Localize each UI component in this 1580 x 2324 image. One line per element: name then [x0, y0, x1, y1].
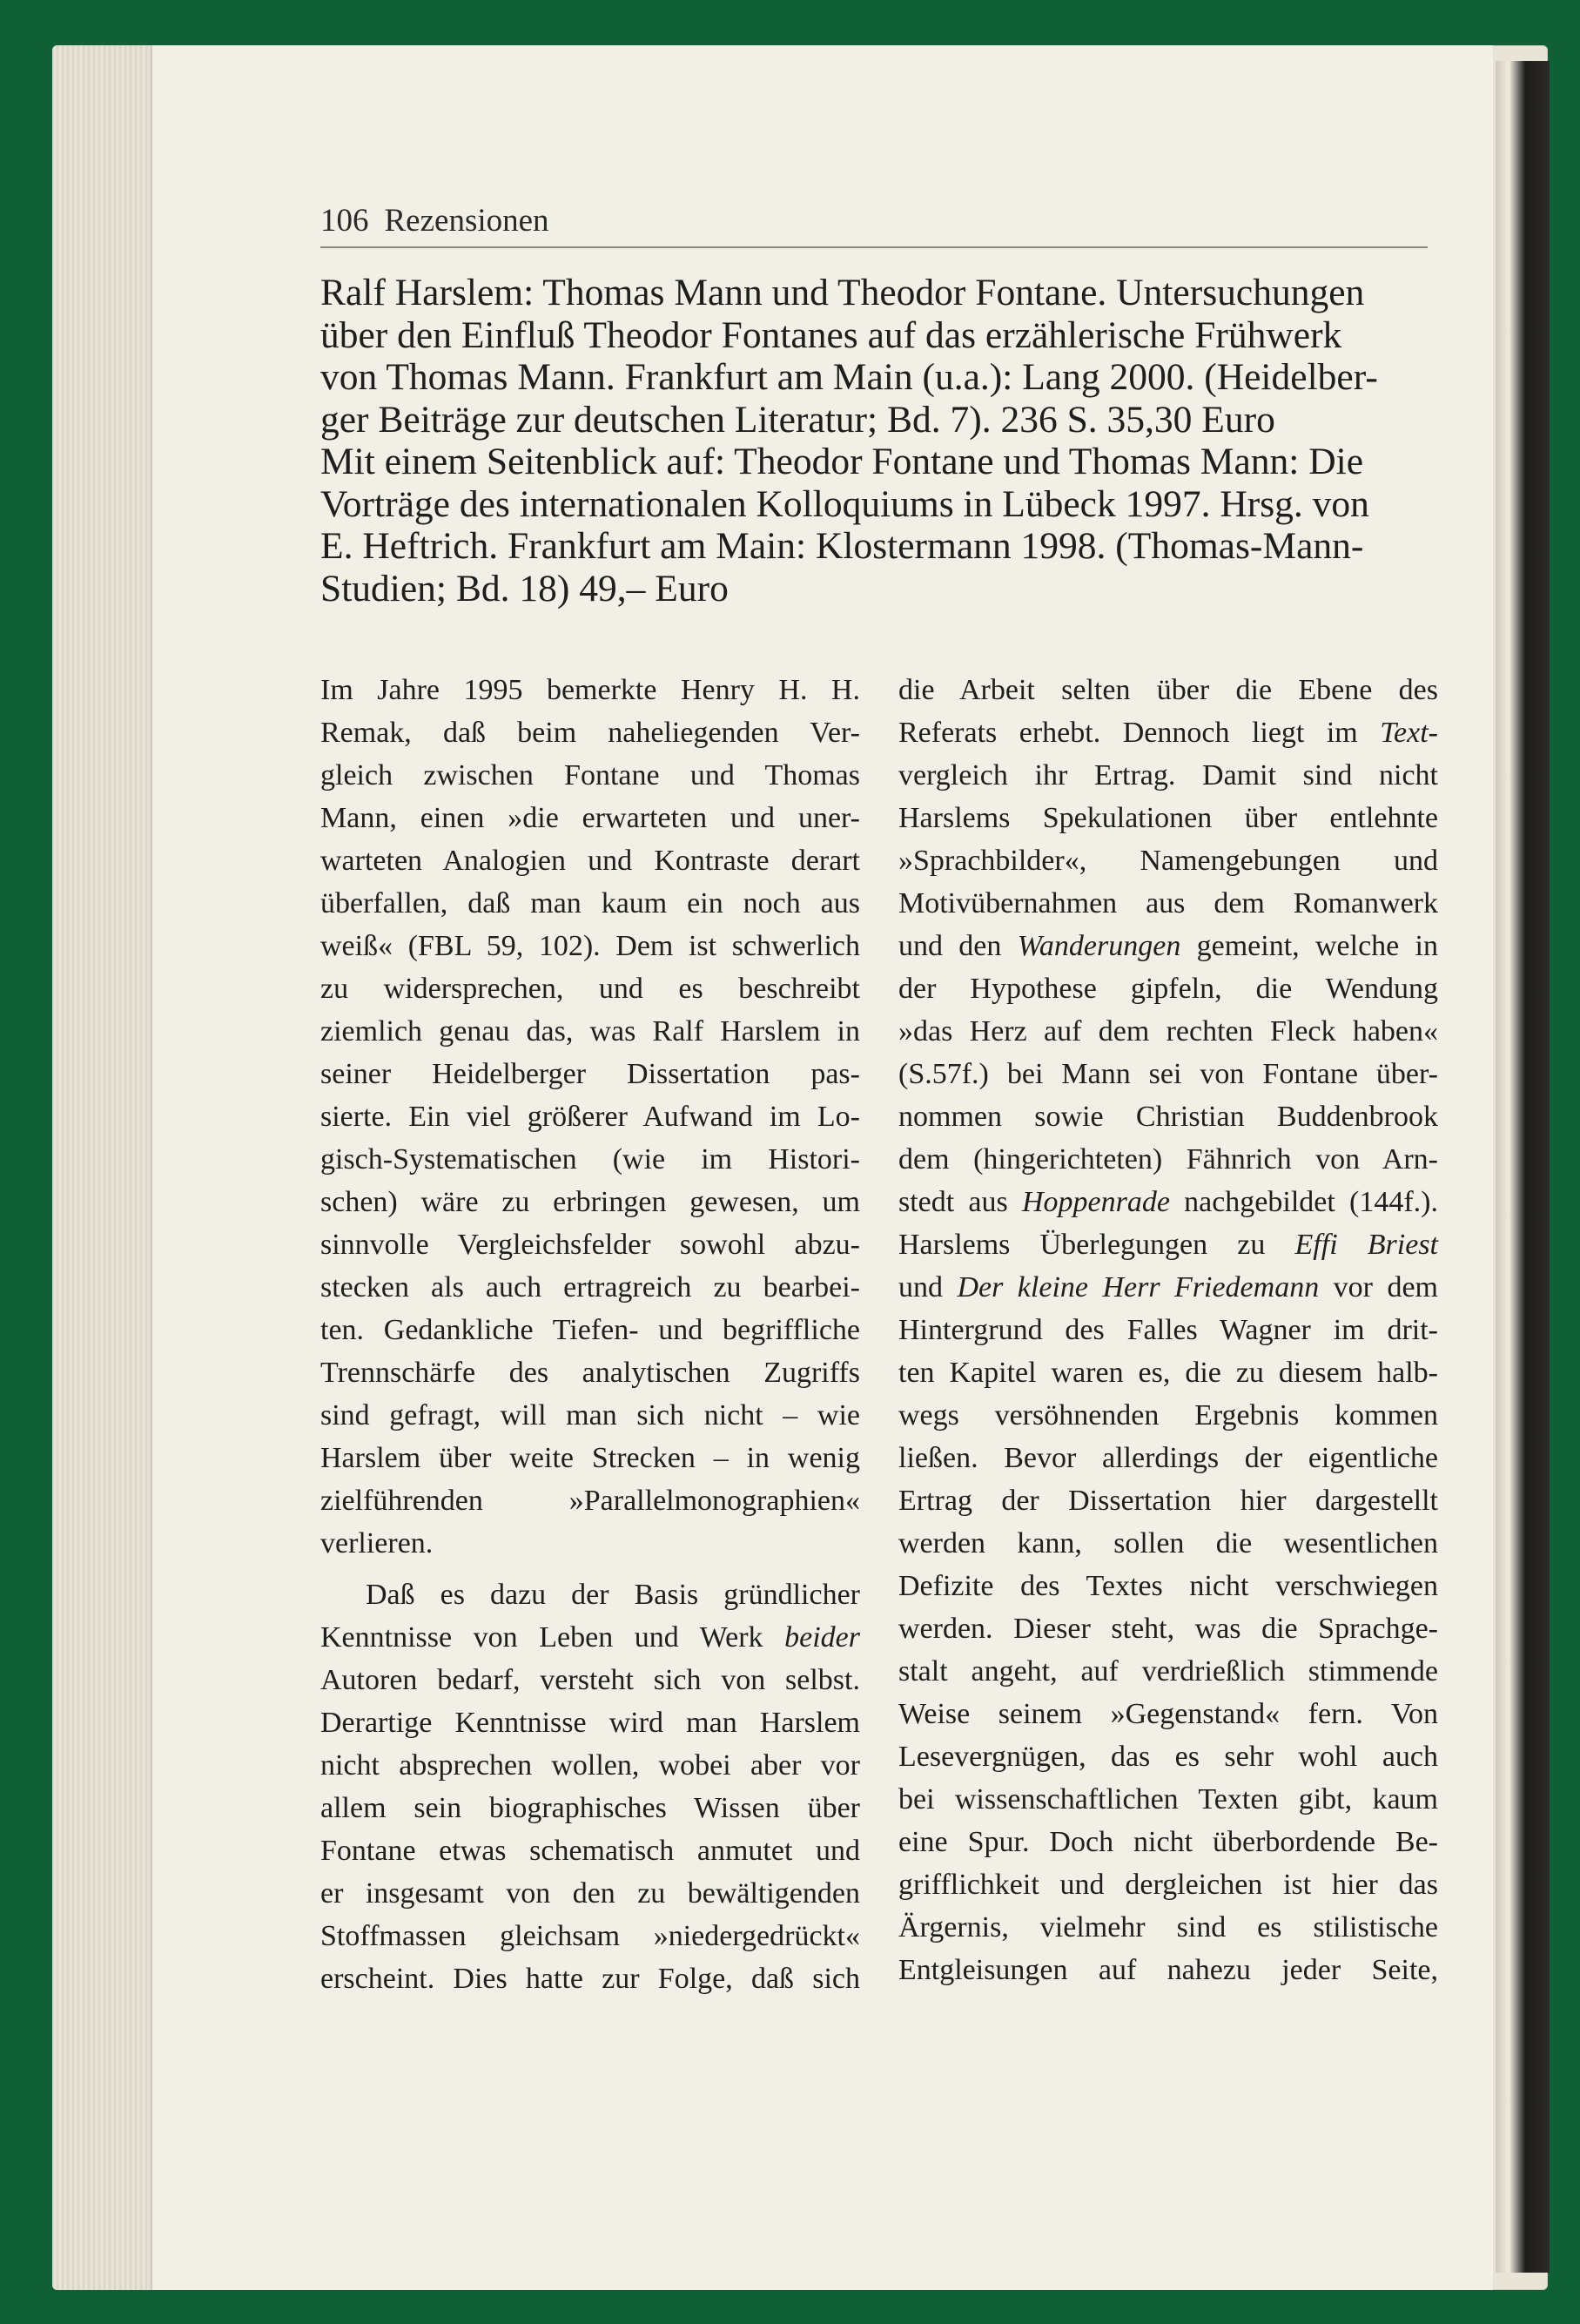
- text-line: werden. Dieser steht, was die Sprachge-: [898, 1613, 1438, 1645]
- emphasis: Effi Briest: [1294, 1229, 1438, 1261]
- title-line: von Thomas Mann. Frankfurt am Main (u.a.): Lang 2000. (Heidelber-: [320, 356, 1378, 398]
- text-line: er insgesamt von den zu bewältigenden: [320, 1877, 860, 1910]
- text-line: vergleich ihr Ertrag. Damit sind nicht: [898, 759, 1438, 792]
- text-line: Remak, daß beim naheliegenden Ver-: [320, 717, 860, 749]
- text-line: gleich zwischen Fontane und Thomas: [320, 759, 860, 792]
- text-line: dem (hingerichteten) Fähnrich von Arn-: [898, 1143, 1438, 1175]
- text-line: seiner Heidelberger Dissertation pas-: [320, 1058, 860, 1090]
- emphasis: Text-: [1380, 717, 1438, 749]
- text-line: Derartige Kenntnisse wird man Harslem: [320, 1707, 860, 1739]
- text-line: ziemlich genau das, was Ralf Harslem in: [320, 1015, 860, 1047]
- text-line: sierte. Ein viel größerer Aufwand im Lo-: [320, 1101, 860, 1133]
- running-head: [320, 202, 1428, 248]
- text-line: [898, 711, 1438, 754]
- text-line: die Arbeit selten über die Ebene des: [898, 674, 1438, 706]
- text-line: gisch-Systematischen (wie im Histori-: [320, 1143, 860, 1175]
- title-line: Ralf Harslem: Thomas Mann und Theodor Fontane. Untersuchungen: [320, 272, 1365, 313]
- text-line: stalt angeht, auf verdrießlich stimmende: [898, 1655, 1438, 1687]
- review-title-block: [320, 272, 1428, 610]
- text-line: [320, 1616, 860, 1659]
- text-line: Ertrag der Dissertation hier dargestellt: [898, 1485, 1438, 1517]
- text-line: ließen. Bevor allerdings der eigentliche: [898, 1442, 1438, 1474]
- title-line: über den Einfluß Theodor Fontanes auf das erzählerische Frühwerk: [320, 313, 1342, 356]
- text-line: zu widersprechen, und es beschreibt: [320, 973, 860, 1005]
- text-line: Hintergrund des Falles Wagner im drit-: [898, 1314, 1438, 1346]
- text-line: warteten Analogien und Kontraste derart: [320, 845, 860, 877]
- text-line: nicht absprechen wollen, wobei aber vor: [320, 1749, 860, 1782]
- text-line: erscheint. Dies hatte zur Folge, daß sich: [320, 1963, 860, 1995]
- text-line: wegs versöhnenden Ergebnis kommen: [898, 1399, 1438, 1431]
- text-line: ten Kapitel waren es, die zu diesem halb-: [898, 1357, 1438, 1389]
- text-line: Lesevergnügen, das es sehr wohl auch: [898, 1741, 1438, 1773]
- text-line: Autoren bedarf, versteht sich von selbst.: [320, 1664, 860, 1696]
- text-line: Daß es dazu der Basis gründlicher: [366, 1579, 860, 1611]
- emphasis: Wanderungen: [1017, 930, 1181, 962]
- title-line: ger Beiträge zur deutschen Literatur; Bd. 7). 236 S. 35,30 Euro: [320, 398, 1275, 441]
- text-line: [898, 1223, 1438, 1266]
- text-line: zielführenden »Parallelmonographien«: [320, 1485, 860, 1517]
- text-span: und: [898, 1271, 958, 1303]
- text-line: Trennschärfe des analytischen Zugriffs: [320, 1357, 860, 1389]
- text-span: Harslems Überlegungen zu: [898, 1229, 1295, 1261]
- text-span: nachgebildet (144f.).: [1169, 1186, 1438, 1218]
- page-edges: [52, 45, 165, 2290]
- page-number: 106: [320, 203, 369, 239]
- text-span: gemeint, welche in: [1180, 930, 1439, 962]
- text-line: sinnvolle Vergleichsfelder sowohl abzu-: [320, 1229, 860, 1261]
- text-line: der Hypothese gipfeln, die Wendung: [898, 973, 1438, 1005]
- text-line: [898, 1266, 1438, 1309]
- text-line: »Sprachbilder«, Namengebungen und: [898, 845, 1438, 877]
- section-title: Rezensionen: [384, 203, 549, 239]
- text-line: allem sein biographisches Wissen über: [320, 1792, 860, 1824]
- text-span: vor dem: [1319, 1271, 1438, 1303]
- text-column-right: [898, 669, 1438, 1991]
- book-gutter: [1496, 61, 1550, 2273]
- text-span: Referats erhebt. Dennoch liegt im: [898, 717, 1381, 749]
- text-line: Stoffmassen gleichsam »niedergedrückt«: [320, 1920, 860, 1952]
- text-span: Kenntnisse von Leben und Werk: [320, 1621, 785, 1654]
- text-line: grifflichkeit und dergleichen ist hier das: [898, 1869, 1438, 1901]
- text-line: eine Spur. Doch nicht überbordende Be-: [898, 1826, 1438, 1858]
- text-line: [898, 1181, 1438, 1223]
- title-line: Studien; Bd. 18) 49,– Euro: [320, 567, 729, 610]
- emphasis: Hoppenrade: [1021, 1186, 1170, 1218]
- text-line: Entgleisungen auf nahezu jeder Seite,: [898, 1954, 1438, 1986]
- text-line: »das Herz auf dem rechten Fleck haben«: [898, 1015, 1438, 1047]
- text-column-left: [320, 669, 860, 2000]
- text-line: sind gefragt, will man sich nicht – wie: [320, 1399, 860, 1431]
- text-line: (S.57f.) bei Mann sei von Fontane über-: [898, 1058, 1438, 1090]
- text-line: Harslems Spekulationen über entlehnte: [898, 802, 1438, 834]
- text-line: bei wissenschaftlichen Texten gibt, kaum: [898, 1783, 1438, 1815]
- text-line: stecken als auch ertragreich zu bearbei-: [320, 1271, 860, 1303]
- text-line: ten. Gedankliche Tiefen- und begriffliche: [320, 1314, 860, 1346]
- text-line: nommen sowie Christian Buddenbrook: [898, 1101, 1438, 1133]
- title-line: E. Heftrich. Frankfurt am Main: Klostermann 1998. (Thomas-Mann-: [320, 525, 1364, 567]
- text-line: Motivübernahmen aus dem Romanwerk: [898, 887, 1438, 919]
- text-line: verlieren.: [320, 1527, 434, 1559]
- text-line: weiß« (FBL 59, 102). Dem ist schwerlich: [320, 930, 860, 962]
- text-line: Im Jahre 1995 bemerkte Henry H. H.: [320, 674, 860, 706]
- text-line: überfallen, daß man kaum ein noch aus: [320, 887, 860, 919]
- text-line: werden kann, sollen die wesentlichen: [898, 1527, 1438, 1559]
- text-line: Weise seinem »Gegenstand« fern. Von: [898, 1698, 1438, 1730]
- title-line: Vorträge des internationalen Kolloquiums in Lübeck 1997. Hrsg. von: [320, 482, 1369, 525]
- text-line: [898, 925, 1438, 967]
- emphasis: Der kleine Herr Friedemann: [957, 1271, 1320, 1303]
- text-line: Ärgernis, vielmehr sind es stilistische: [898, 1911, 1438, 1943]
- text-line: Defizite des Textes nicht verschwiegen: [898, 1570, 1438, 1602]
- text-line: Harslem über weite Strecken – in wenig: [320, 1442, 860, 1474]
- text-line: schen) wäre zu erbringen gewesen, um: [320, 1186, 860, 1218]
- text-span: stedt aus: [898, 1186, 1022, 1218]
- title-line: Mit einem Seitenblick auf: Theodor Fontane und Thomas Mann: Die: [320, 441, 1364, 482]
- text-line: Mann, einen »die erwarteten und uner-: [320, 802, 860, 834]
- text-line: Fontane etwas schematisch anmutet und: [320, 1835, 860, 1867]
- text-span: und den: [898, 930, 1018, 962]
- emphasis: beider: [784, 1621, 860, 1654]
